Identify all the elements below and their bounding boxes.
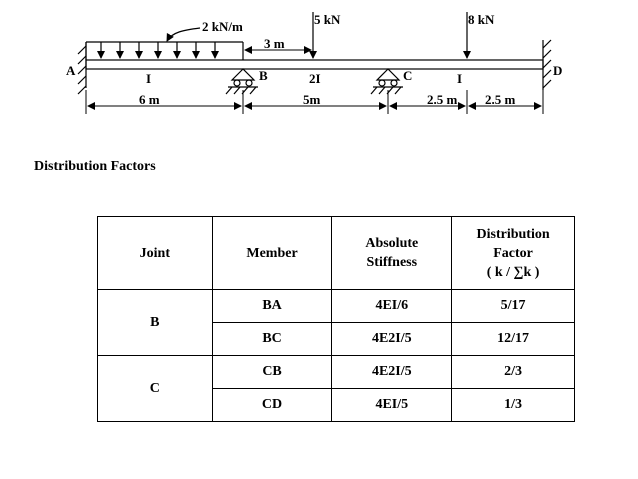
span-stiffness-ab: I — [146, 71, 152, 86]
factor-cell: 5/17 — [452, 290, 575, 323]
beam — [86, 60, 543, 69]
header-absolute-stiffness: Absolute Stiffness — [332, 217, 452, 290]
support-label-a: A — [66, 63, 76, 78]
joint-cell-b: B — [98, 290, 213, 356]
dimension-ab: 6 m — [139, 92, 160, 107]
factor-cell: 2/3 — [452, 356, 575, 389]
point-load-8kn-label: 8 kN — [468, 12, 495, 27]
dimension-cd2: 2.5 m — [485, 92, 516, 107]
header-member: Member — [212, 217, 332, 290]
factor-cell: 12/17 — [452, 323, 575, 356]
member-cell: BC — [212, 323, 332, 356]
support-label-c: C — [403, 68, 413, 83]
dimension-bc: 5m — [303, 92, 321, 107]
stiffness-cell: 4E2I/5 — [332, 356, 452, 389]
member-cell: BA — [212, 290, 332, 323]
member-cell: CD — [212, 389, 332, 422]
point-load-5kn-label: 5 kN — [314, 12, 341, 27]
joint-cell-c: C — [98, 356, 213, 422]
roller-support-b — [226, 69, 258, 94]
factor-cell: 1/3 — [452, 389, 575, 422]
support-label-d: D — [553, 63, 563, 78]
span-stiffness-bc: 2I — [309, 71, 321, 86]
header-joint: Joint — [98, 217, 213, 290]
fixed-support-a — [78, 42, 86, 94]
udl-label: 2 kN/m — [202, 19, 243, 34]
member-cell: CB — [212, 356, 332, 389]
span-stiffness-cd: I — [457, 71, 463, 86]
dimension-cd1: 2.5 m — [427, 92, 458, 107]
table-row — [98, 356, 575, 389]
fixed-support-d — [543, 40, 551, 90]
beam-diagram — [0, 0, 638, 150]
load-offset-label: 3 m — [264, 36, 285, 51]
section-title: Distribution Factors — [34, 159, 156, 174]
stiffness-cell: 4E2I/5 — [332, 323, 452, 356]
stiffness-cell: 4EI/5 — [332, 389, 452, 422]
header-distribution-factor: Distribution Factor ( k / ∑k ) — [452, 217, 575, 290]
table-header-row — [98, 217, 575, 290]
support-label-b: B — [259, 68, 268, 83]
roller-support-c — [371, 69, 403, 94]
table-row — [98, 290, 575, 323]
stiffness-cell: 4EI/6 — [332, 290, 452, 323]
distribution-factors-table — [97, 216, 575, 422]
